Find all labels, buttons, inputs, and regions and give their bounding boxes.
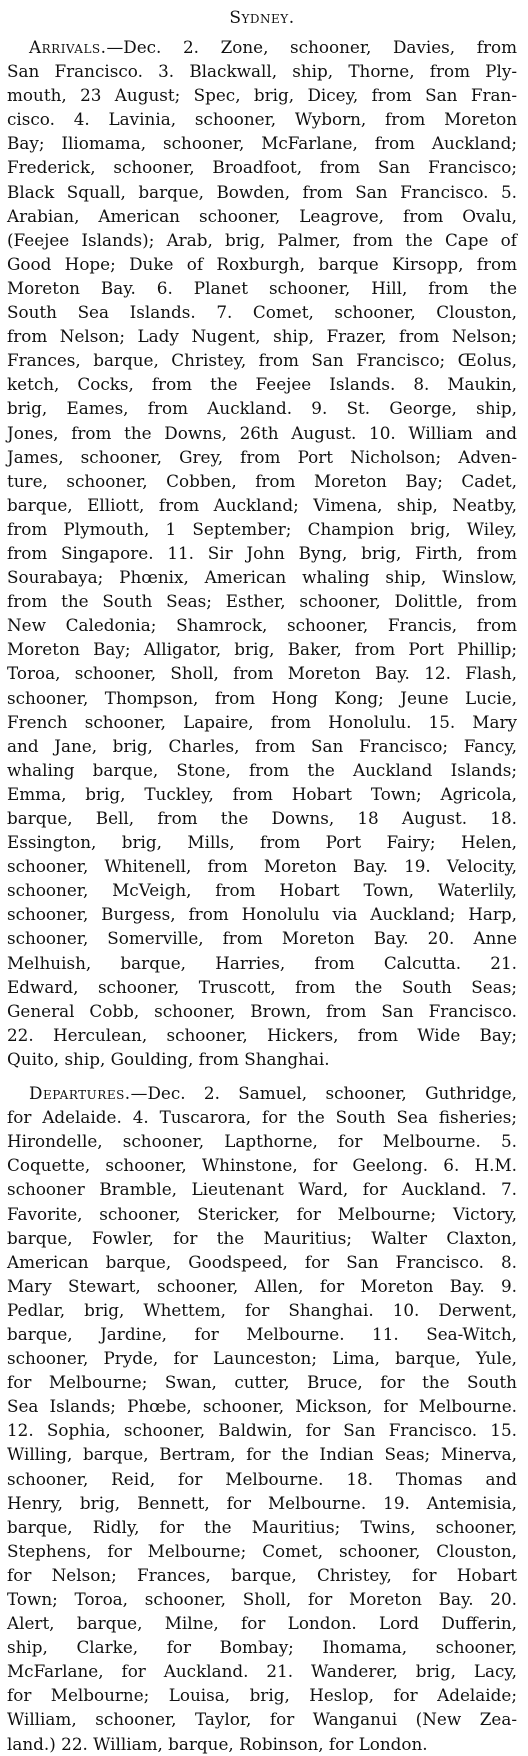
paragraph-gap: [7, 1071, 517, 1081]
departures-label: Departures.: [29, 1083, 131, 1104]
departures-line: land.) 22. William, barque, Robinson, for London.: [7, 1733, 428, 1754]
arrivals-line: Melhuish, barque, Harries, from Calcutta. 21.: [7, 952, 517, 973]
departures-line: Stephens, for Melbourne; Comet, schooner, Clouston,: [7, 1540, 517, 1561]
departures-line: for Melbourne; Swan, cutter, Bruce, for the South: [7, 1372, 517, 1393]
arrivals-line: Arabian, American schooner, Leagrove, from Ovalu,: [7, 205, 517, 226]
arrivals-line: Essington, brig, Mills, from Port Fairy; Helen,: [7, 832, 517, 853]
departures-line: schooner, Pryde, for Launceston; Lima, barque, Yule,: [7, 1348, 517, 1369]
arrivals-line: General Cobb, schooner, Brown, from San Francisco.: [7, 1000, 517, 1021]
departures-line: [7, 1081, 517, 1105]
departures-line: Sea Islands; Phœbe, schooner, Mickson, for Melbourne.: [7, 1396, 517, 1417]
arrivals-line: Frederick, schooner, Broadfoot, from San Francisco;: [7, 157, 517, 178]
arrivals-line: cisco. 4. Lavinia, schooner, Wyborn, from Moreton: [7, 109, 517, 130]
arrivals-line: schooner, Thompson, from Hong Kong; Jeune Lucie,: [7, 687, 517, 708]
arrivals-line: James, schooner, Grey, from Port Nicholson; Adven-: [7, 446, 517, 467]
departures-line: for Adelaide. 4. Tuscarora, for the South Sea fisheries;: [7, 1107, 517, 1128]
arrivals-line: ture, schooner, Cobben, from Moreton Bay; Cadet,: [7, 470, 517, 491]
arrivals-line: whaling barque, Stone, from the Auckland Islands;: [7, 759, 517, 780]
arrivals-line: Moreton Bay. 6. Planet schooner, Hill, from the: [7, 277, 517, 298]
departures-line: Hirondelle, schooner, Lapthorne, for Melbourne. 5.: [7, 1131, 517, 1152]
departures-line: barque, Fowler, for the Mauritius; Walter Claxton,: [7, 1227, 517, 1248]
departures-line: schooner, Reid, for Melbourne. 18. Thomas and: [7, 1468, 517, 1489]
departures-line: American barque, Goodspeed, for San Francisco. 8.: [7, 1251, 517, 1272]
arrivals-line: Edward, schooner, Truscott, from the South Seas;: [7, 976, 517, 997]
arrivals-line: (Feejee Islands); Arab, brig, Palmer, from the Cape of: [7, 229, 517, 250]
arrivals-line: Sourabaya; Phœnix, American whaling ship, Winslow,: [7, 567, 517, 588]
arrivals-line: from Nelson; Lady Nugent, ship, Frazer, from Nelson;: [7, 326, 517, 347]
departures-line: Alert, barque, Milne, for London. Lord Dufferin,: [7, 1613, 517, 1634]
arrivals-line: [7, 35, 517, 59]
arrivals-line: San Francisco. 3. Blackwall, ship, Thorne, from Ply-: [7, 61, 517, 82]
arrivals-line: Good Hope; Duke of Roxburgh, barque Kirsopp, from: [7, 253, 517, 274]
arrivals-line: Moreton Bay; Alligator, brig, Baker, from Port Phillip;: [7, 639, 517, 660]
arrivals-line: French schooner, Lapaire, from Honolulu. 15. Mary: [7, 711, 517, 732]
arrivals-line: New Caledonia; Shamrock, schooner, Francis, from: [7, 615, 517, 636]
arrivals-line: brig, Eames, from Auckland. 9. St. George, ship,: [7, 398, 517, 419]
arrivals-line: Bay; Iliomama, schooner, McFarlane, from Auckland;: [7, 133, 517, 154]
arrivals-line: from Plymouth, 1 September; Champion brig, Wiley,: [7, 518, 517, 539]
arrivals-line: mouth, 23 August; Spec, brig, Dicey, from San Fran-: [7, 85, 517, 106]
arrivals-line: schooner, Whitenell, from Moreton Bay. 19. Velocity,: [7, 856, 517, 877]
arrivals-label: Arrivals.: [29, 37, 107, 57]
departures-line: barque, Ridly, for the Mauritius; Twins, schooner,: [7, 1516, 517, 1537]
departures-line: 12. Sophia, schooner, Baldwin, for San Francisco. 15.: [7, 1420, 517, 1441]
arrivals-line: Toroa, schooner, Sholl, from Moreton Bay. 12. Flash,: [7, 663, 517, 684]
departures-line: McFarlane, for Auckland. 21. Wanderer, brig, Lacy,: [7, 1661, 517, 1682]
arrivals-paragraph: [7, 35, 517, 1071]
section-heading: Sydney.: [229, 8, 295, 28]
departures-line: Town; Toroa, schooner, Sholl, for Moreton Bay. 20.: [7, 1589, 517, 1609]
departures-line: Coquette, schooner, Whinstone, for Geelong. 6. H.M.: [7, 1155, 517, 1176]
departures-line: Pedlar, brig, Whettem, for Shanghai. 10. Derwent,: [7, 1299, 517, 1320]
arrivals-line: Quito, ship, Goulding, from Shanghai.: [7, 1048, 330, 1069]
arrivals-line: schooner, McVeigh, from Hobart Town, Waterlily,: [7, 880, 517, 901]
departures-line: William, schooner, Taylor, for Wanganui (New Zea-: [7, 1709, 517, 1730]
arrivals-line: schooner, Burgess, from Honolulu via Auckland; Harp,: [7, 904, 517, 925]
departures-line: barque, Jardine, for Melbourne. 11. Sea-Witch,: [7, 1323, 517, 1344]
arrivals-line: Frances, barque, Christey, from San Francisco; Œolus,: [7, 350, 517, 371]
departures-line: ship, Clarke, for Bombay; Ihomama, schooner,: [7, 1637, 517, 1658]
departures-line: Willing, barque, Bertram, for the Indian Seas; Minerva,: [7, 1444, 517, 1465]
arrivals-line: from Singapore. 11. Sir John Byng, brig, Firth, from: [7, 542, 517, 563]
departures-line: for Melbourne; Louisa, brig, Heslop, for Adelaide;: [7, 1685, 517, 1706]
departures-line: Mary Stewart, schooner, Allen, for Moreton Bay. 9.: [7, 1275, 517, 1296]
arrivals-line: Emma, brig, Tuckley, from Hobart Town; Agricola,: [7, 783, 517, 804]
arrivals-line: 22. Herculean, schooner, Hickers, from Wide Bay;: [7, 1024, 517, 1045]
arrivals-line: barque, Bell, from the Downs, 18 August. 18.: [7, 808, 517, 828]
arrivals-line: Black Squall, barque, Bowden, from San Francisco. 5.: [7, 181, 517, 202]
arrivals-line: schooner, Somerville, from Moreton Bay. 20. Anne: [7, 928, 517, 949]
departures-line-text: —Dec. 2. Samuel, schooner, Guthridge,: [130, 1083, 517, 1104]
departures-line: Henry, brig, Bennett, for Melbourne. 19. Antemisia,: [7, 1492, 517, 1513]
arrivals-line: from the South Seas; Esther, schooner, Dolittle, from: [7, 591, 517, 612]
arrivals-line: ketch, Cocks, from the Feejee Islands. 8. Maukin,: [7, 374, 517, 395]
departures-line: for Nelson; Frances, barque, Christey, for Hobart: [7, 1564, 517, 1585]
arrivals-line: barque, Elliott, from Auckland; Vimena, ship, Neatby,: [7, 494, 517, 515]
arrivals-line: South Sea Islands. 7. Comet, schooner, Clouston,: [7, 302, 517, 323]
arrivals-line: and Jane, brig, Charles, from San Francisco; Fancy,: [7, 735, 517, 756]
departures-line: schooner Bramble, Lieutenant Ward, for Auckland. 7.: [7, 1179, 517, 1200]
departures-line: Favorite, schooner, Stericker, for Melbourne; Victory,: [7, 1203, 517, 1224]
arrivals-line: Jones, from the Downs, 26th August. 10. William and: [7, 422, 517, 443]
departures-paragraph: [7, 1081, 517, 1756]
arrivals-line-text: —Dec. 2. Zone, schooner, Davies, from: [106, 37, 517, 57]
